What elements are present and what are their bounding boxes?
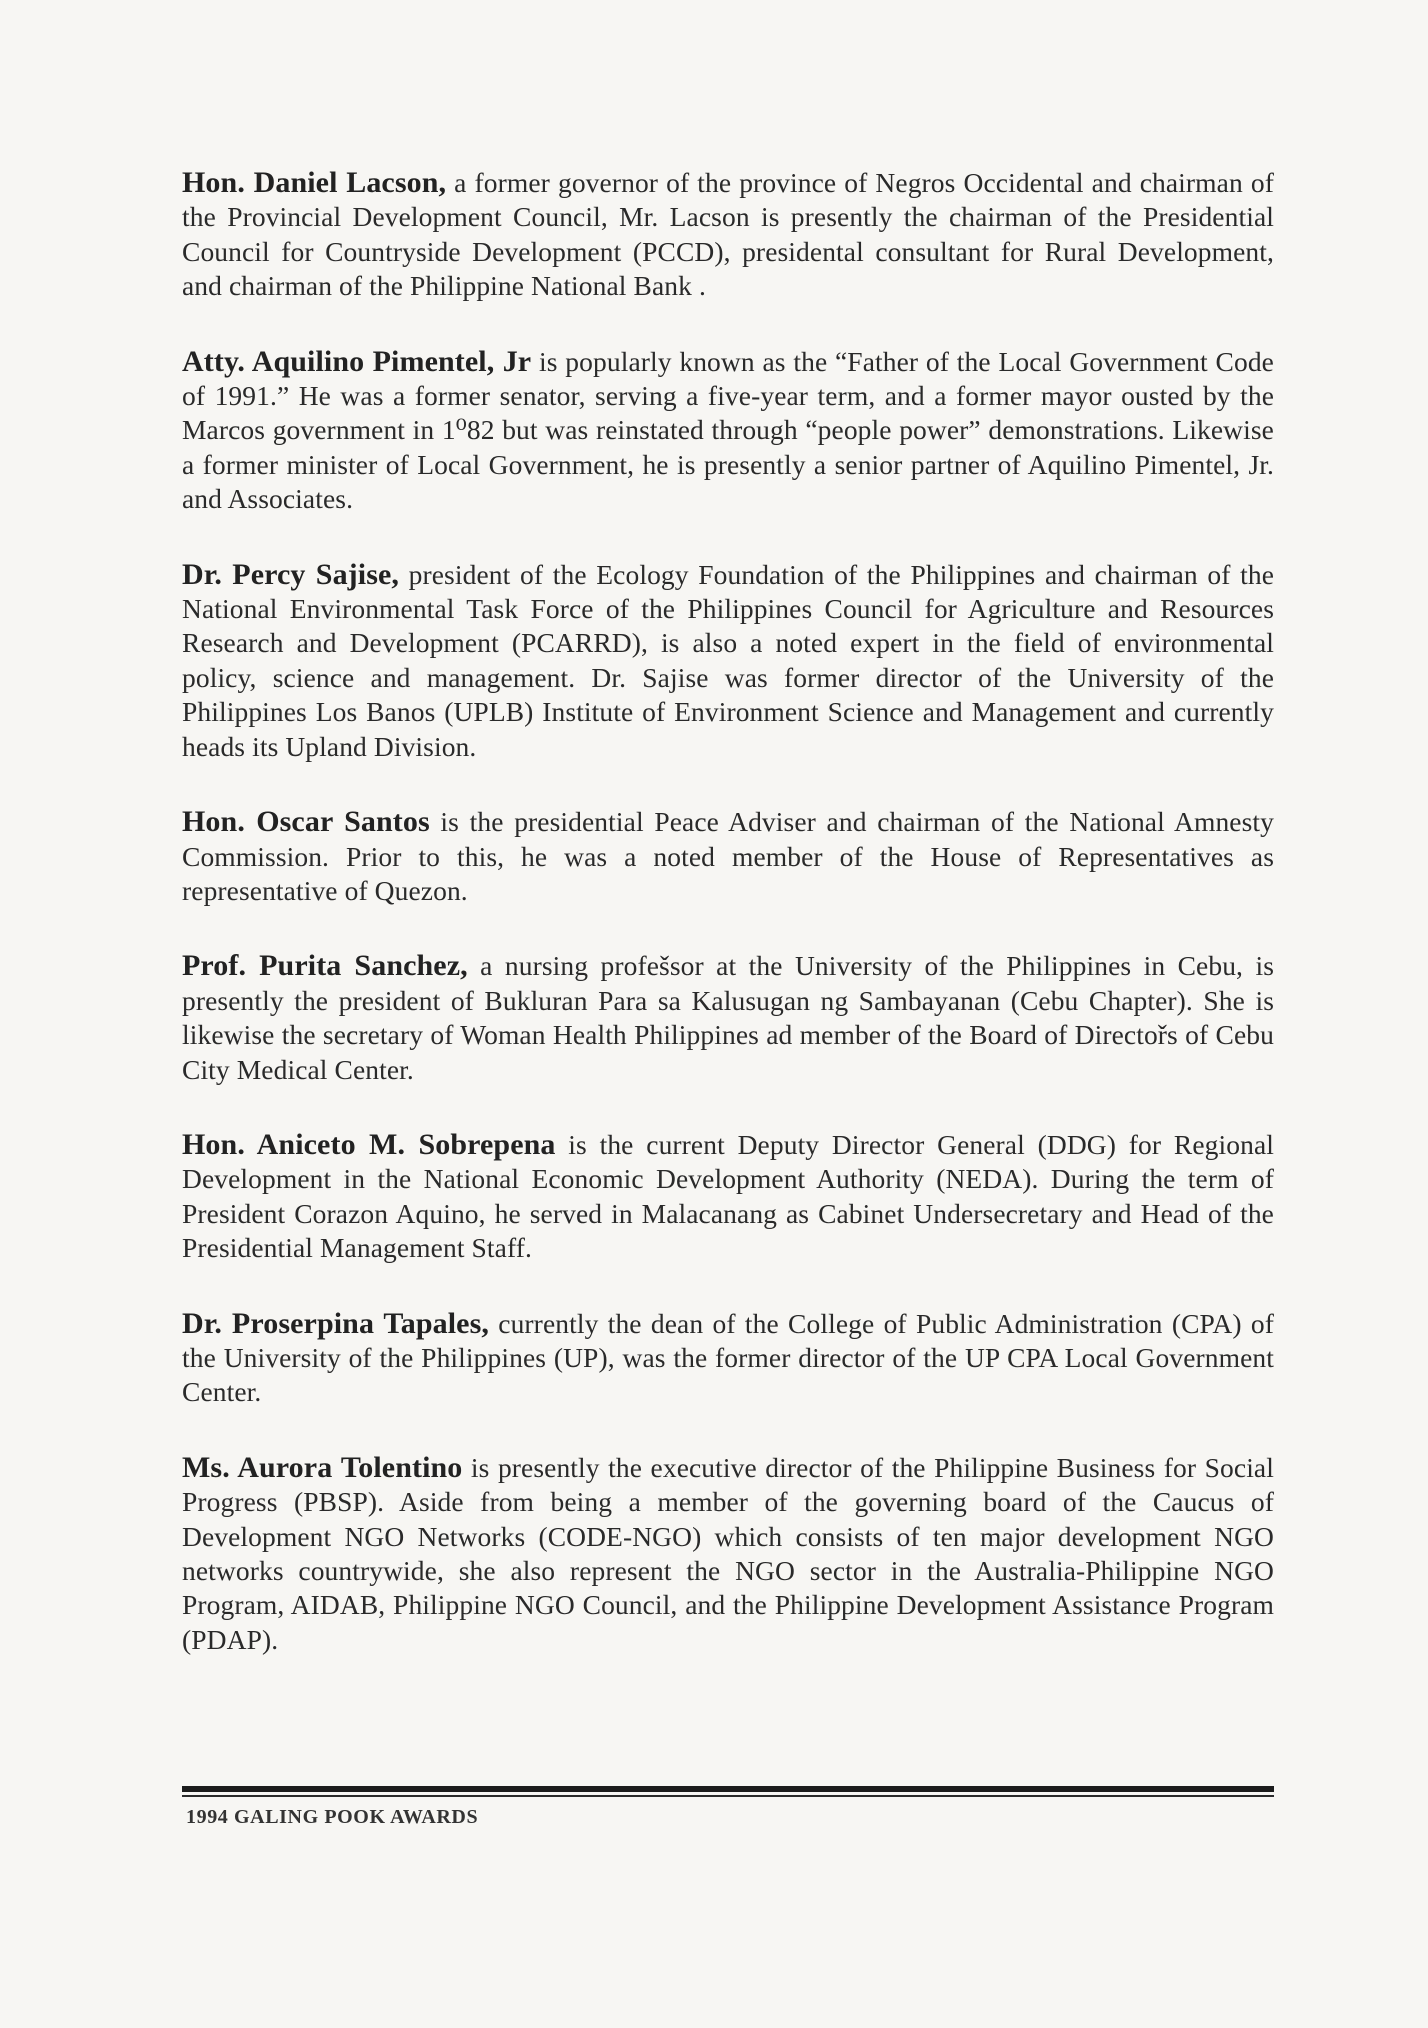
bio-name: Prof. Purita Sanchez, [182, 949, 468, 983]
bio-name: Dr. Proserpina Tapales, [182, 1306, 489, 1340]
bio-name: Hon. Oscar Santos [182, 805, 430, 839]
bio-name: Ms. Aurora Tolentino [182, 1450, 463, 1484]
bio-paragraph-sobrepena [182, 1128, 1274, 1266]
bio-text: is popularly known as the “Father of the Local Government Code of 1991.” He was a former senator, serving a five-year term, and a former mayor ousted by the Marcos government in 1⁰82 but was reinstated through “people power” demonstrations. Likewise a former minister of Local Government, he is presently a senior partner of Aquilino Pimentel, Jr. and Associates. [182, 345, 1274, 515]
bio-paragraph-tapales [182, 1307, 1274, 1410]
bio-text: is the current Deputy Director General (DDG) for Regional Development in the National Economic Development Authority (NEDA). During the term of President Corazon Aquino, he served in Malacanang as Cabinet Undersecretary and Head of the Presidential Management Staff. [182, 1128, 1274, 1264]
bio-text: is the presidential Peace Adviser and chairman of the National Amnesty Commission. Prior to this, he was a noted member of the House of Representatives as representative of Quezon. [182, 806, 1274, 906]
bio-paragraph-santos [182, 805, 1274, 908]
bio-text: president of the Ecology Foundation of the Philippines and chairman of the National Environmental Task Force of the Philippines Council for Agriculture and Resources Research and Development (PCARRD), is also a noted expert in the field of environmental policy, science and management. Dr. Sajise was former director of the University of the Philippines Los Banos (UPLB) Institute of Environment Science and Management and currently heads its Upland Division. [182, 558, 1275, 762]
bio-text: is presently the executive director of the Philippine Business for Social Progress (PBSP). Aside from being a member of the governing board of the Caucus of Development NGO Networks (CODE-NGO) which consists of ten major development NGO networks countrywide, she also represent the NGO sector in the Australia-Philippine NGO Program, AIDAB, Philippine NGO Council, and the Philippine Development Assistance Program (PDAP). [182, 1451, 1274, 1655]
bio-text: a former governor of the province of Negros Occidental and chairman of the Provincial Development Council, Mr. Lacson is presently the chairman of the Presidential Council for Countryside Development (PCCD), presidental consultant for Rural Development, and chairman of the Philippine National Bank . [182, 167, 1274, 302]
bio-text: currently the dean of the College of Public Administration (CPA) of the University of the Philippines (UP), was the former director of the UP CPA Local Government Center. [182, 1307, 1274, 1408]
bio-paragraph-sanchez [182, 949, 1274, 1087]
bio-text: a nursing profešsor at the University of the Philippines in Cebu, is presently the president of Bukluran Para sa Kalusugan ng Sambayanan (Cebu Chapter). She is likewise the secretary of Woman Health Philippines ad member of the Board of Directořs of Cebu City Medical Center. [182, 950, 1274, 1085]
bio-paragraph-tolentino [182, 1451, 1274, 1657]
bio-name: Atty. Aquilino Pimentel, Jr [182, 344, 532, 378]
bio-name: Hon. Aniceto M. Sobrepena [182, 1127, 556, 1161]
footer-divider [182, 1786, 1274, 1797]
bio-name: Hon. Daniel Lacson, [182, 166, 447, 199]
bio-name: Dr. Percy Sajise, [182, 557, 399, 591]
bio-list [182, 166, 1274, 1698]
bio-paragraph-lacson [182, 166, 1274, 304]
bio-paragraph-pimentel [182, 345, 1274, 517]
page-footer: 1994 GALING POOK AWARDS [186, 1806, 479, 1828]
bio-paragraph-sajise [182, 558, 1274, 764]
footer-divider-thin-line [182, 1795, 1274, 1797]
